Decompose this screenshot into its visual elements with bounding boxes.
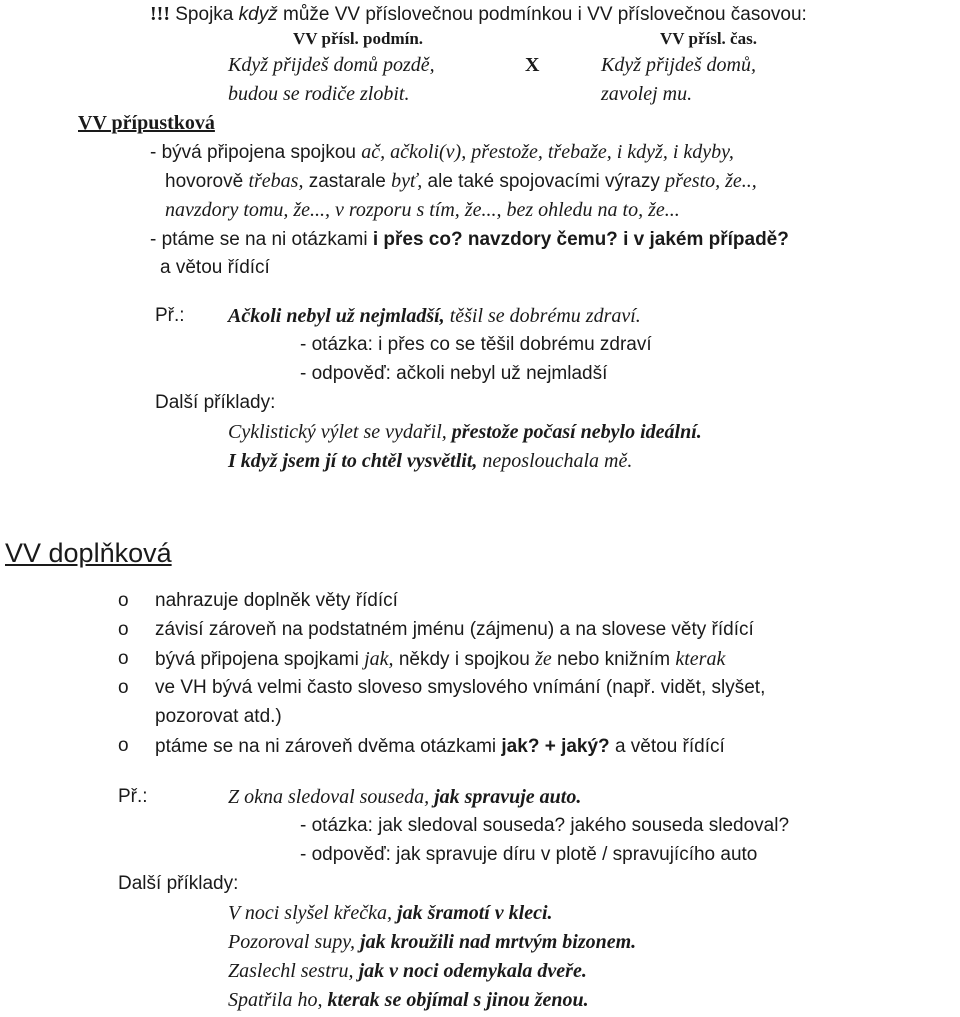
pripustkova-line-4: - ptáme se na ni otázkami i přes co? navzdory čemu? i v jakém případě? xyxy=(150,229,789,250)
example-right-2: zavolej mu. xyxy=(601,83,693,105)
intro-line: !!! Spojka když může VV příslovečnou podmínkou i VV příslovečnou časovou: xyxy=(150,3,807,25)
doplnkova-bullet-1: nahrazuje doplněk věty řídící xyxy=(155,590,398,611)
example-right-1: Když přijdeš domů, xyxy=(601,54,756,76)
pripustkova-line-5: a větou řídící xyxy=(160,257,270,278)
more-example-2: I když jsem jí to chtěl vysvětlit, neposlouchala mě. xyxy=(228,450,633,472)
example-left-1: Když přijdeš domů pozdě, xyxy=(228,54,435,76)
section-title-doplnkova: VV doplňková xyxy=(5,538,172,568)
doplnkova-bullet-5: ptáme se na ni zároveň dvěma otázkami jak? + jaký? a větou řídící xyxy=(155,736,725,757)
col-right-label: VV přísl. čas. xyxy=(660,29,757,48)
more-example-4: Spatřila ho, kterak se objímal s jinou ženou. xyxy=(228,989,589,1011)
more-example-1: Cyklistický výlet se vydařil, přestože počasí nebylo ideální. xyxy=(228,421,702,443)
bullet-marker: o xyxy=(118,735,129,756)
example-question: - otázka: jak sledoval souseda? jakého souseda sledoval? xyxy=(300,815,790,836)
example-label: Př.: xyxy=(118,786,148,807)
pripustkova-line-2: hovorově třebas, zastarale byť, ale také spojovacími výrazy přesto, že.., xyxy=(165,170,757,192)
bullet-marker: o xyxy=(118,677,129,698)
bullet-marker: o xyxy=(118,590,129,611)
example-question: - otázka: i přes co se těšil dobrému zdraví xyxy=(300,334,652,355)
more-examples-label: Další příklady: xyxy=(118,873,239,894)
bullet-marker: o xyxy=(118,619,129,640)
bullet-marker: o xyxy=(118,648,129,669)
col-left-label: VV přísl. podmín. xyxy=(293,29,424,48)
more-example-2: Pozoroval supy, jak kroužili nad mrtvým bizonem. xyxy=(228,931,637,953)
example-left-2: budou se rodiče zlobit. xyxy=(228,83,410,105)
doplnkova-bullet-4-line-1: ve VH bývá velmi často sloveso smyslového vnímání (např. vidět, slyšet, xyxy=(155,677,766,698)
example-answer: - odpověď: jak spravuje díru v plotě / spravujícího auto xyxy=(300,844,758,865)
example-label: Př.: xyxy=(155,305,185,326)
example-answer: - odpověď: ačkoli nebyl už nejmladší xyxy=(300,363,608,384)
separator-x: X xyxy=(525,54,540,76)
section-title-pripustkova: VV přípustková xyxy=(78,112,215,134)
doplnkova-bullet-4-line-2: pozorovat atd.) xyxy=(155,706,282,727)
doplnkova-bullet-2: závisí zároveň na podstatném jménu (zájmenu) a na slovese věty řídící xyxy=(155,619,754,640)
more-examples-label: Další příklady: xyxy=(155,392,276,413)
exclamation-mark: !!! xyxy=(150,3,170,25)
example-sentence: Ačkoli nebyl už nejmladší, těšil se dobrému zdraví. xyxy=(228,305,641,327)
more-example-1: V noci slyšel křečka, jak šramotí v kleci. xyxy=(228,902,553,924)
pripustkova-line-1: - bývá připojena spojkou ač, ačkoli(v), přestože, třebaže, i když, i kdyby, xyxy=(150,141,734,163)
more-example-3: Zaslechl sestru, jak v noci odemykala dveře. xyxy=(228,960,587,982)
pripustkova-line-3: navzdory tomu, že..., v rozporu s tím, že..., bez ohledu na to, že... xyxy=(165,199,680,221)
doplnkova-bullet-3: bývá připojena spojkami jak, někdy i spojkou že nebo knižním kterak xyxy=(155,648,726,670)
example-sentence: Z okna sledoval souseda, jak spravuje auto. xyxy=(228,786,582,808)
